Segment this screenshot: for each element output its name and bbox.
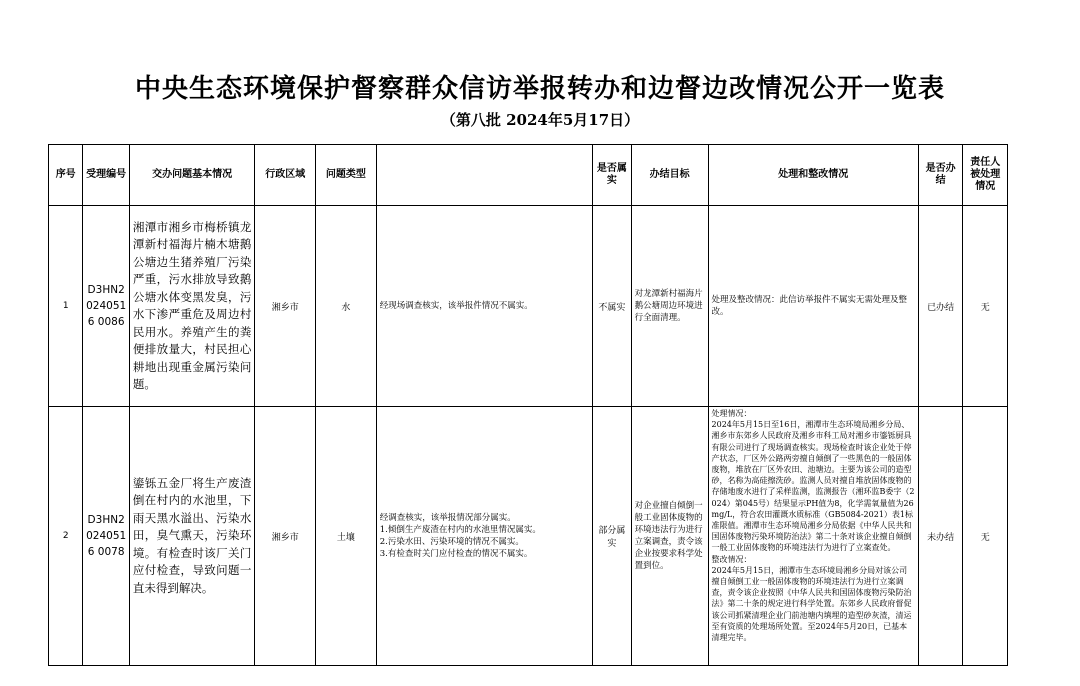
handle-line: 处理情况： bbox=[711, 409, 752, 418]
row-id: D3HN20240516 0086 bbox=[83, 206, 130, 407]
check-line: 1.倾倒生产废渣在村内的水池里情况属实。 bbox=[379, 525, 541, 535]
header-done: 是否办结 bbox=[918, 145, 963, 206]
row-target: 对企业擅自倾倒一般工业固体废物的环境违法行为进行立案调查，责令该企业按要求科学处置到位。 bbox=[631, 407, 708, 666]
row-basic: 鎏铄五金厂将生产废渣倒在村内的水池里，下雨天黑水溢出、污染水田，臭气熏天，污染环境。有检查时该厂关门应付检查，导致问题一直未得到解决。 bbox=[129, 407, 254, 666]
row-done: 已办结 bbox=[918, 206, 963, 407]
header-id: 受理编号 bbox=[83, 145, 130, 206]
row-true: 部分属实 bbox=[593, 407, 631, 666]
row-handle bbox=[708, 407, 918, 666]
row-handle: 处理及整改情况：此信访举报件不属实无需处理及整改。 bbox=[708, 206, 918, 407]
header-row bbox=[49, 145, 1008, 206]
row-region: 湘乡市 bbox=[255, 407, 316, 666]
row-type: 土壤 bbox=[316, 407, 377, 666]
table-row bbox=[49, 407, 1008, 666]
row-check bbox=[376, 407, 592, 666]
header-region: 行政区域 bbox=[255, 145, 316, 206]
row-done: 未办结 bbox=[918, 407, 963, 666]
report-table bbox=[48, 144, 1008, 666]
row-check: 经现场调查核实，该举报件情况不属实。 bbox=[376, 206, 592, 407]
handle-line: 2024年5月15日至16日，湘潭市生态环境局湘乡分局、湘乡市东郊乡人民政府及湘乡市科工局对湘乡市鎏铄厨具有限公司进行了现场调查核实。现场检查时该企业处于停产状态，厂区外公路两旁擅自倾倒了一些黑色的一般固体废物，堆放在厂区外农田、池塘边。主要为该公司的造型砂，名称为高硅擦洗砂。监测人员对擅自堆放固体废物的存储地废水进行了采样监测，监测报告（湘环监B委字（2024）第045号）结果显示PH值为8，化学需氧量值为26mg/L，符合农田灌溉水质标准（GB5084-2021）表1标准限值。湘潭市生态环境局湘乡分局依据《中华人民共和国固体废物污染环境防治法》第二十条对该企业擅自倾倒一般工业固体废物的环境违法行为进行了立案查处。 bbox=[711, 420, 915, 553]
check-line: 3.有检查时关门应付检查的情况不属实。 bbox=[379, 549, 533, 559]
row-region: 湘乡市 bbox=[255, 206, 316, 407]
row-basic: 湘潭市湘乡市梅桥镇龙潭新村福海片楠木塘鹅公塘边生猪养殖厂污染严重，污水排放导致鹅公塘水体变黑发臭，污水下渗严重危及周边村民用水。养殖产生的粪便排放量大，村民担心耕地出现重金属污染问题。 bbox=[129, 206, 254, 407]
page-title: 中央生态环境保护督察群众信访举报转办和边督边改情况公开一览表 bbox=[134, 74, 945, 104]
page-subtitle: （第八批 2024年5月17日） bbox=[440, 111, 640, 129]
handle-line: 2024年5月15日，湘潭市生态环境局湘乡分局对该公司擅自倾倒工业一般固体废物的环境违法行为进行立案调查，责令该企业按照《中华人民共和国固体废物污染防治法》第二十条的规定进行科学处置。东郊乡人民政府督促该公司抓紧清理企业门前池塘内填埋的造型砂灰渣，清运至有资质的处理场所处置。至2024年5月20日，已基本清理完毕。 bbox=[711, 565, 912, 643]
row-seq: 1 bbox=[49, 206, 83, 407]
handle-line: 整改情况： bbox=[711, 554, 752, 564]
row-resp: 无 bbox=[963, 407, 1008, 666]
row-seq: 2 bbox=[49, 407, 83, 666]
check-line: 经调查核实，该举报情况部分属实。 bbox=[379, 513, 516, 523]
row-id: D3HN20240516 0078 bbox=[83, 407, 130, 666]
row-type: 水 bbox=[316, 206, 377, 407]
row-true: 不属实 bbox=[593, 206, 631, 407]
header-basic: 交办问题基本情况 bbox=[129, 145, 254, 206]
header-seq: 序号 bbox=[49, 145, 83, 206]
header-handle: 处理和整改情况 bbox=[708, 145, 918, 206]
row-target: 对龙潭新村福海片鹅公塘周边环境进行全面清理。 bbox=[631, 206, 708, 407]
header-resp: 责任人被处理情况 bbox=[963, 145, 1008, 206]
table-row bbox=[49, 206, 1008, 407]
header-check bbox=[376, 145, 592, 206]
header-type: 问题类型 bbox=[316, 145, 377, 206]
check-line: 2.污染水田、污染环境的情况不属实。 bbox=[379, 537, 524, 547]
header-true: 是否属实 bbox=[593, 145, 631, 206]
header-target: 办结目标 bbox=[631, 145, 708, 206]
row-resp: 无 bbox=[963, 206, 1008, 407]
